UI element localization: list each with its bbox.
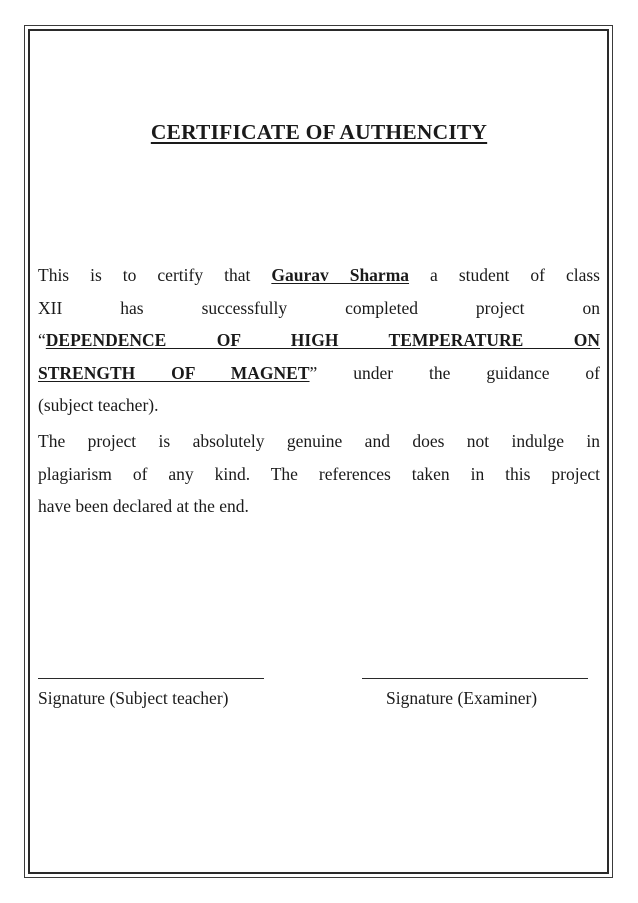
- class-text: a student of class: [409, 265, 600, 285]
- project-title-part2: STRENGTH OF MAGNET: [38, 362, 310, 383]
- examiner-signature-label: Signature (Examiner): [386, 688, 538, 708]
- open-quote: “: [38, 330, 46, 350]
- close-quote: ”: [309, 362, 318, 383]
- paragraph-line: The project is absolutely genuine and does not indulge in: [38, 431, 600, 451]
- paragraph-line: [38, 259, 600, 292]
- project-title-part1: DEPENDENCE OF HIGH TEMPERATURE ON: [45, 330, 600, 350]
- intro-text: This is to certify that: [38, 265, 272, 285]
- certification-paragraph: [38, 259, 600, 422]
- examiner-signature-line: [362, 678, 588, 679]
- paragraph-line: have been declared at the end.: [38, 496, 249, 516]
- paragraph-line: XII has successfully completed project on: [38, 297, 600, 318]
- genuineness-paragraph: [38, 425, 600, 523]
- paragraph-line: plagiarism of any kind. The references taken in this project: [38, 463, 600, 484]
- paragraph-line: (subject teacher).: [38, 395, 159, 415]
- teacher-signature-label: Signature (Subject teacher): [38, 688, 229, 708]
- certificate-title: CERTIFICATE OF AUTHENCITY: [150, 120, 488, 144]
- guidance-text: under the guidance of: [317, 362, 601, 383]
- paragraph-line: [38, 357, 600, 390]
- teacher-signature-line: [38, 678, 264, 679]
- student-name: Gaurav Sharma: [271, 265, 410, 285]
- paragraph-line: [38, 324, 600, 357]
